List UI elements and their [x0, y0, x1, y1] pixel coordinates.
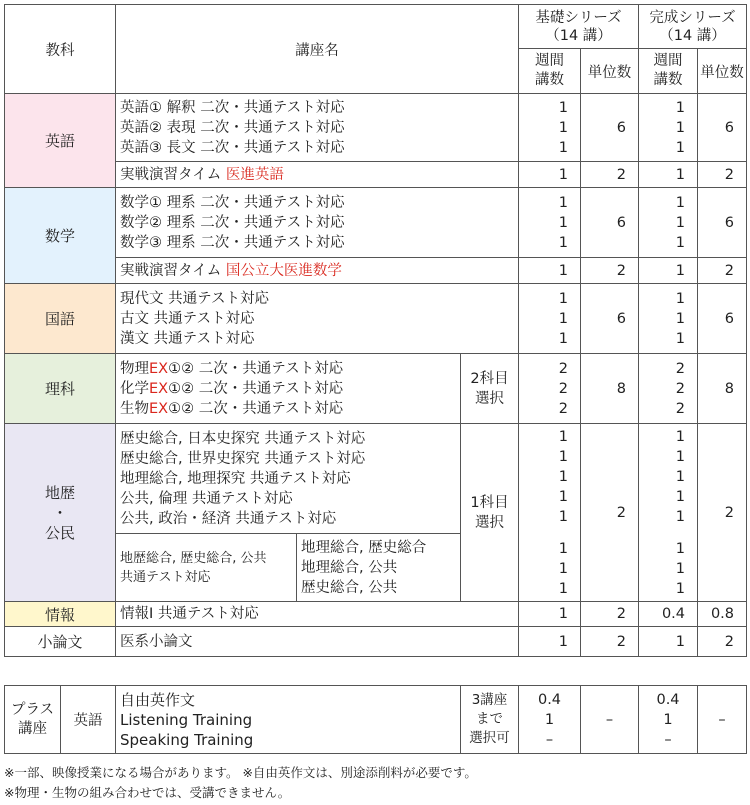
- subject-english: 英語: [5, 94, 116, 188]
- subject-social: 地歴 ・ 公民: [5, 424, 116, 602]
- basic-units-header: 単位数: [581, 49, 639, 94]
- subject-japanese: 国語: [5, 284, 116, 354]
- plus-subject: 英語: [61, 686, 116, 754]
- science-courses: 物理EX①② 二次・共通テスト対応 化学EX①② 二次・共通テスト対応 生物EX①② 二次・共通テスト対応: [116, 354, 461, 424]
- plus-basic-weekly: 0.4 1 –: [519, 686, 581, 754]
- footnotes: [4, 763, 477, 803]
- essay-bw: 1: [519, 627, 581, 657]
- english-basic-units: 6: [581, 94, 639, 162]
- english-practice: 実戦演習タイム 医進英語: [116, 162, 519, 188]
- social-courses: 歴史総合, 日本史探究 共通テスト対応 歴史総合, 世界史探究 共通テスト対応 地理総合, 地理探究 共通テスト対応 公共, 倫理 共通テスト対応 公共, 政治・経済 共通テスト対応: [116, 424, 461, 534]
- english-practice-cw: 1: [639, 162, 698, 188]
- plus-label: プラス 講座: [5, 686, 61, 754]
- basic-weekly-header: 週間 講数: [519, 49, 581, 94]
- essay-cw: 1: [639, 627, 698, 657]
- subject-math: 数学: [5, 188, 116, 284]
- essay-course: 医系小論文: [116, 627, 519, 657]
- math-practice-cw: 1: [639, 258, 698, 284]
- math-practice-cu: 2: [698, 258, 747, 284]
- subject-science: 理科: [5, 354, 116, 424]
- english-complete-units: 6: [698, 94, 747, 162]
- plus-select: 3講座 まで 選択可: [461, 686, 519, 754]
- math-practice-bw: 1: [519, 258, 581, 284]
- plus-complete-units: –: [698, 686, 747, 754]
- basic-series-header: 基礎シリーズ （14 講）: [519, 5, 639, 49]
- essay-bu: 2: [581, 627, 639, 657]
- essay-cu: 2: [698, 627, 747, 657]
- social-complete-weekly: 1 1 1 1 1 1 1 1: [639, 424, 698, 602]
- math-basic-weekly: 1 1 1: [519, 188, 581, 258]
- english-practice-cu: 2: [698, 162, 747, 188]
- math-basic-units: 6: [581, 188, 639, 258]
- subject-essay: 小論文: [5, 627, 116, 657]
- info-bw: 1: [519, 602, 581, 627]
- social-basic-weekly: 1 1 1 1 1 1 1 1: [519, 424, 581, 602]
- info-bu: 2: [581, 602, 639, 627]
- plus-complete-weekly: 0.4 1 –: [639, 686, 698, 754]
- math-practice: 実戦演習タイム 国公立大医進数学: [116, 258, 519, 284]
- science-complete-weekly: 2 2 2: [639, 354, 698, 424]
- science-complete-units: 8: [698, 354, 747, 424]
- science-select: 2科目 選択: [461, 354, 519, 424]
- subject-header: 教科: [5, 5, 116, 94]
- japanese-complete-units: 6: [698, 284, 747, 354]
- footnote-1: ※一部、映像授業になる場合があります。 ※自由英作文は、別途添削料が必要です。: [4, 765, 477, 780]
- footnote-2: ※物理・生物の組み合わせでは、受講できません。: [4, 785, 291, 800]
- science-basic-units: 8: [581, 354, 639, 424]
- math-courses: 数学① 理系 二次・共通テスト対応 数学② 理系 二次・共通テスト対応 数学③ 理系 二次・共通テスト対応: [116, 188, 519, 258]
- math-practice-bu: 2: [581, 258, 639, 284]
- english-courses: 英語① 解釈 二次・共通テスト対応 英語② 表現 二次・共通テスト対応 英語③ 長文 二次・共通テスト対応: [116, 94, 519, 162]
- plus-basic-units: –: [581, 686, 639, 754]
- science-basic-weekly: 2 2 2: [519, 354, 581, 424]
- math-complete-units: 6: [698, 188, 747, 258]
- english-basic-weekly: 1 1 1: [519, 94, 581, 162]
- social-combo-left: 地歴総合, 歴史総合, 公共 共通テスト対応: [116, 534, 297, 602]
- social-basic-units: 2: [581, 424, 639, 602]
- plus-course-table: [4, 685, 747, 754]
- english-practice-bw: 1: [519, 162, 581, 188]
- info-cw: 0.4: [639, 602, 698, 627]
- info-course: 情報Ⅰ 共通テスト対応: [116, 602, 519, 627]
- japanese-courses: 現代文 共通テスト対応 古文 共通テスト対応 漢文 共通テスト対応: [116, 284, 519, 354]
- course-table: [4, 4, 747, 657]
- japanese-complete-weekly: 1 1 1: [639, 284, 698, 354]
- social-combo-right: 地理総合, 歴史総合 地理総合, 公共 歴史総合, 公共: [297, 534, 461, 602]
- math-complete-weekly: 1 1 1: [639, 188, 698, 258]
- info-cu: 0.8: [698, 602, 747, 627]
- subject-info: 情報: [5, 602, 116, 627]
- japanese-basic-weekly: 1 1 1: [519, 284, 581, 354]
- social-select: 1科目 選択: [461, 424, 519, 602]
- complete-weekly-header: 週間 講数: [639, 49, 698, 94]
- course-header: 講座名: [116, 5, 519, 94]
- plus-courses: 自由英作文 Listening Training Speaking Training: [116, 686, 461, 754]
- social-complete-units: 2: [698, 424, 747, 602]
- english-complete-weekly: 1 1 1: [639, 94, 698, 162]
- complete-series-header: 完成シリーズ （14 講）: [639, 5, 747, 49]
- complete-units-header: 単位数: [698, 49, 747, 94]
- japanese-basic-units: 6: [581, 284, 639, 354]
- english-practice-bu: 2: [581, 162, 639, 188]
